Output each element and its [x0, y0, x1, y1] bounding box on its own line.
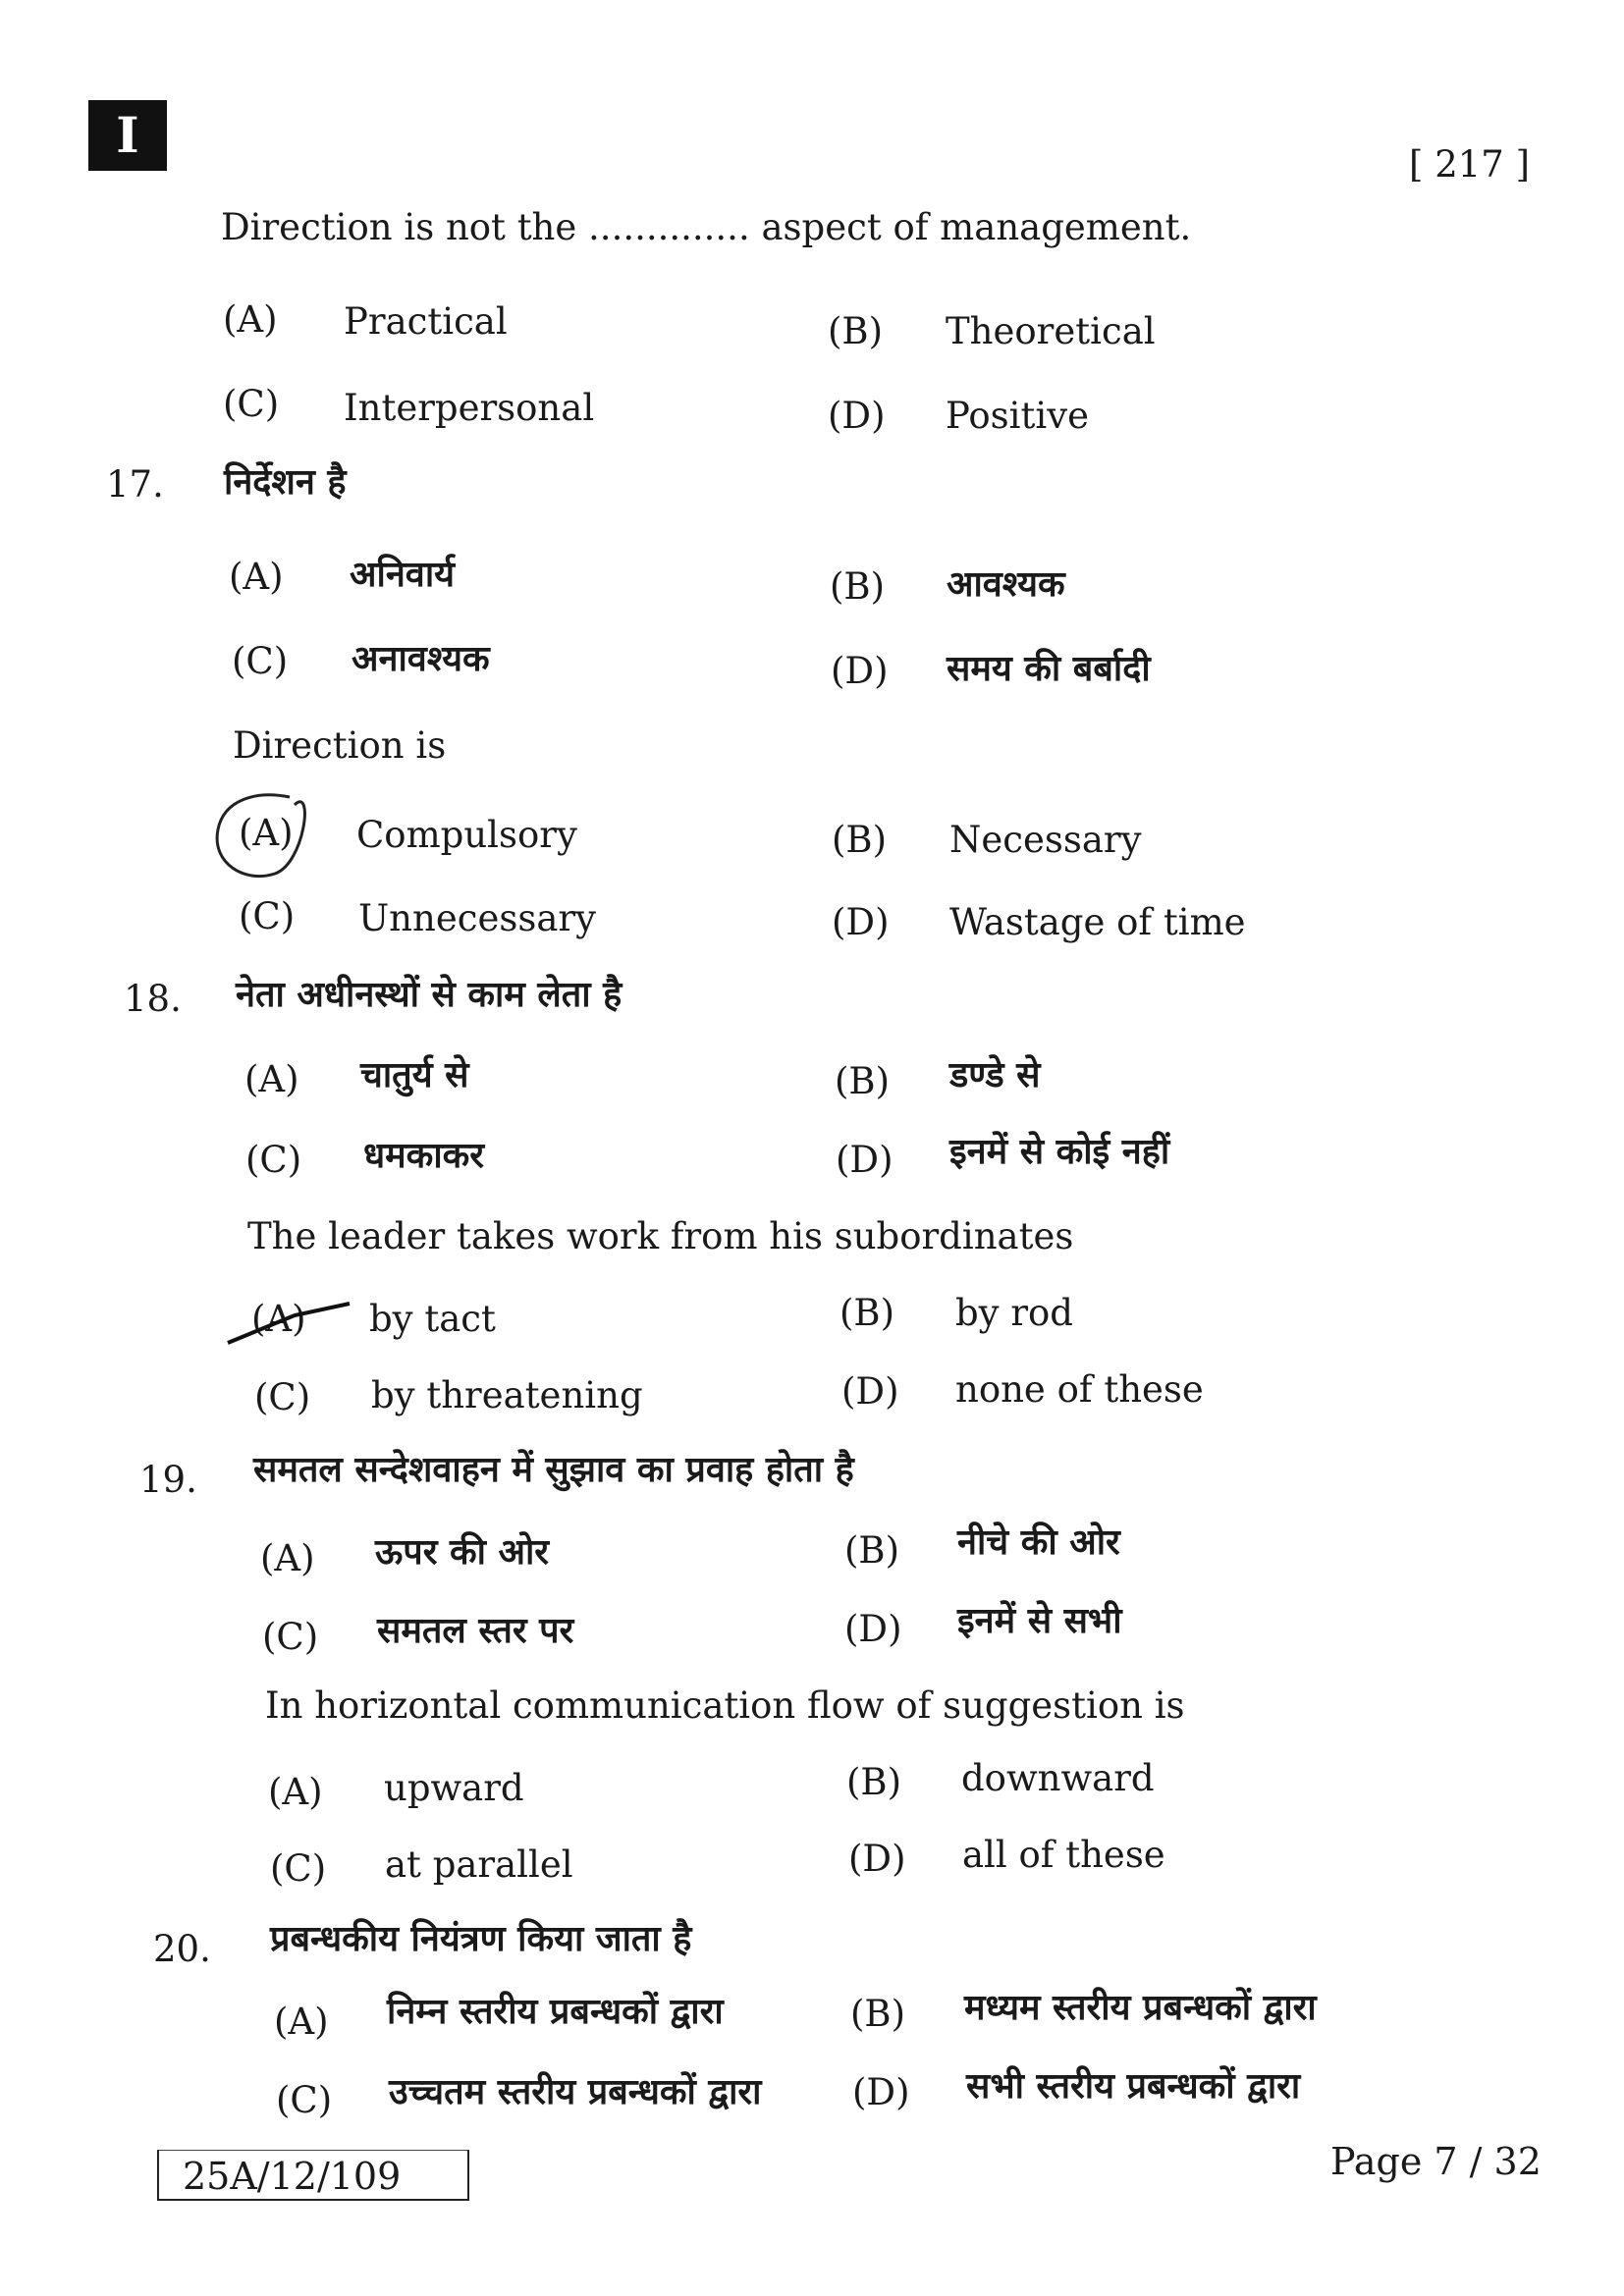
question-number: 18.: [124, 978, 182, 1020]
question-text-hindi: प्रबन्धकीय नियंत्रण किया जाता है: [270, 1919, 692, 1959]
option-label: (C): [254, 1376, 311, 1418]
option-d-hindi: सभी स्तरीय प्रबन्धकों द्वारा: [966, 2066, 1301, 2107]
option-a: Practical: [344, 300, 508, 343]
option-a-hindi: ऊपर की ओर: [375, 1532, 550, 1573]
question-text-hindi: नेता अधीनस्थों से काम लेता है: [236, 975, 623, 1015]
option-label: (C): [270, 1847, 327, 1890]
option-c-english: Unnecessary: [358, 897, 596, 939]
question-text-hindi: निर्देशन है: [224, 462, 347, 503]
option-label: (C): [262, 1616, 319, 1658]
option-label: (C): [245, 1139, 302, 1181]
option-c-hindi: धमकाकर: [363, 1136, 485, 1176]
option-label: (C): [232, 640, 289, 682]
question-text-hindi: समतल सन्देशवाहन में सुझाव का प्रवाह होता है: [253, 1450, 854, 1490]
option-b-hindi: मध्यम स्तरीय प्रबन्धकों द्वारा: [964, 1988, 1317, 2028]
option-label: (D): [836, 1139, 893, 1181]
option-d: Positive: [946, 395, 1089, 437]
option-label: (D): [844, 1608, 902, 1650]
option-label: (A): [223, 298, 278, 341]
option-label: (B): [832, 819, 888, 861]
option-a-hindi: अनिवार्य: [350, 555, 456, 595]
option-label: (D): [831, 650, 889, 692]
option-b-hindi: नीचे की ओर: [957, 1522, 1120, 1563]
option-b: Theoretical: [946, 310, 1156, 352]
option-label: (A): [244, 1058, 299, 1100]
option-label: (B): [835, 1060, 891, 1102]
option-label: (B): [850, 1993, 906, 2035]
option-d-hindi: इनमें से सभी: [957, 1601, 1122, 1641]
option-b-english: by rod: [955, 1292, 1073, 1334]
option-label: (D): [841, 1370, 899, 1413]
question-number: 17.: [106, 463, 164, 506]
option-label: (A): [251, 1298, 306, 1340]
option-label: (D): [848, 1838, 906, 1880]
option-a-hindi: चातुर्य से: [360, 1055, 469, 1095]
option-c-hindi: अनावश्यक: [352, 639, 490, 679]
set-code-badge: I: [88, 100, 167, 171]
option-c-hindi: उच्चतम स्तरीय प्रबन्धकों द्वारा: [389, 2072, 762, 2112]
option-b-english: downward: [961, 1757, 1155, 1799]
question-text-english: The leader takes work from his subordinates: [247, 1215, 1074, 1257]
question-text: Direction is not the .............. aspect of management.: [221, 206, 1192, 248]
option-d-hindi: समय की बर्बादी: [947, 649, 1151, 689]
option-label: (B): [844, 1529, 900, 1572]
option-c: Interpersonal: [344, 387, 595, 429]
option-a-english: upward: [384, 1767, 524, 1809]
option-label: (C): [276, 2079, 333, 2121]
option-label: (D): [852, 2071, 910, 2113]
option-label: (B): [830, 565, 886, 608]
option-label: (C): [223, 383, 280, 425]
question-text-english: In horizontal communication flow of suggestion is: [265, 1684, 1185, 1727]
option-d-hindi: इनमें से कोई नहीं: [949, 1132, 1170, 1172]
page-reference: [ 217 ]: [1409, 143, 1531, 186]
option-c-english: at parallel: [385, 1843, 573, 1886]
option-label: (C): [239, 895, 296, 937]
option-b-hindi: आवश्यक: [947, 564, 1065, 605]
option-b-english: Necessary: [949, 819, 1142, 861]
option-label: (A): [274, 2001, 329, 2043]
question-number: 19.: [139, 1459, 197, 1501]
question-text-english: Direction is: [233, 724, 447, 767]
page-number: Page 7 / 32: [1330, 2140, 1542, 2183]
question-number: 20.: [153, 1928, 211, 1970]
option-a-english: Compulsory: [356, 814, 577, 856]
option-label: (B): [828, 310, 884, 352]
option-a-hindi: निम्न स्तरीय प्रबन्धकों द्वारा: [387, 1992, 724, 2032]
option-b-hindi: डण्डे से: [949, 1055, 1041, 1095]
option-label: (B): [839, 1292, 895, 1334]
option-d-english: all of these: [962, 1834, 1165, 1876]
option-label: (A): [268, 1771, 323, 1813]
option-c-english: by threatening: [371, 1374, 643, 1416]
option-d-english: Wastage of time: [949, 901, 1246, 943]
option-label: (A): [239, 812, 294, 854]
option-label: (B): [846, 1761, 902, 1803]
option-label: (A): [229, 556, 284, 598]
option-c-hindi: समतल स्तर पर: [377, 1611, 574, 1651]
paper-code: 25A/12/109: [157, 2150, 469, 2201]
option-d-english: none of these: [955, 1368, 1204, 1411]
option-label: (D): [828, 395, 886, 437]
option-label: (D): [832, 901, 890, 943]
option-a-english: by tact: [369, 1298, 496, 1340]
option-label: (A): [260, 1537, 315, 1579]
